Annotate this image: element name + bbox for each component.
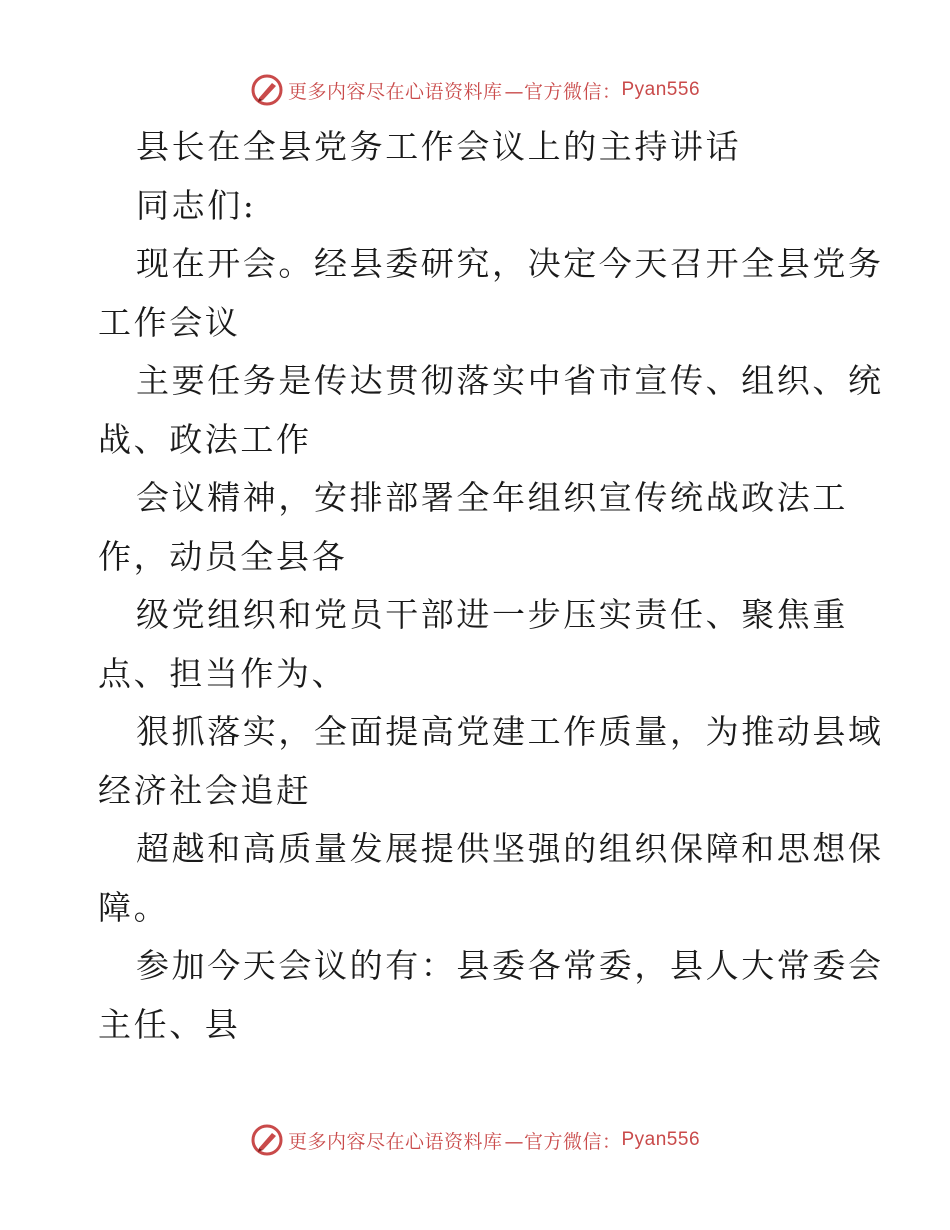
- document-body: [98, 118, 884, 1054]
- paragraph-line: 工作会议: [98, 302, 241, 342]
- paragraph-line: 主任、县: [98, 1004, 241, 1044]
- paragraph-line: 战、政法工作: [98, 419, 312, 459]
- watermark-separator: —官方微信：: [504, 1130, 622, 1153]
- watermark-wechat-id: Pyan556: [621, 79, 701, 100]
- salutation: 同志们:: [136, 185, 257, 225]
- paragraph-line: 主要任务是传达贯彻落实中省市宣传、组织、统: [136, 361, 884, 400]
- paragraph-line: 会议精神，安排部署全年组织宣传统战政法工: [136, 478, 848, 517]
- watermark-text: 更多内容尽在心语资料库: [287, 80, 503, 103]
- paragraph-line: 作，动员全县各: [98, 536, 348, 576]
- header-watermark: [0, 70, 950, 110]
- paragraph-line: 现在开会。经县委研究，决定今天召开全县党务: [136, 244, 884, 283]
- paragraph-line: 点、担当作为、: [98, 653, 348, 693]
- paragraph-line: 狠抓落实，全面提高党建工作质量，为推动县域: [136, 712, 884, 751]
- paragraph-line: 障。: [98, 887, 170, 927]
- footer-watermark: [0, 1120, 950, 1160]
- watermark-text: 更多内容尽在心语资料库: [287, 1130, 503, 1153]
- paragraph-line: 级党组织和党员干部进一步压实责任、聚焦重: [136, 595, 848, 634]
- watermark-wechat-id: Pyan556: [621, 1129, 701, 1150]
- paragraph-line: 超越和高质量发展提供坚强的组织保障和思想保: [136, 829, 884, 868]
- paragraph-line: 参加今天会议的有：县委各常委，县人大常委会: [136, 946, 884, 985]
- watermark-separator: —官方微信：: [504, 80, 622, 103]
- pen-logo-icon: [250, 1123, 284, 1157]
- paragraph-line: 经济社会追赶: [98, 770, 312, 810]
- pen-logo-icon: [250, 73, 284, 107]
- document-title: 县长在全县党务工作会议上的主持讲话: [136, 127, 742, 166]
